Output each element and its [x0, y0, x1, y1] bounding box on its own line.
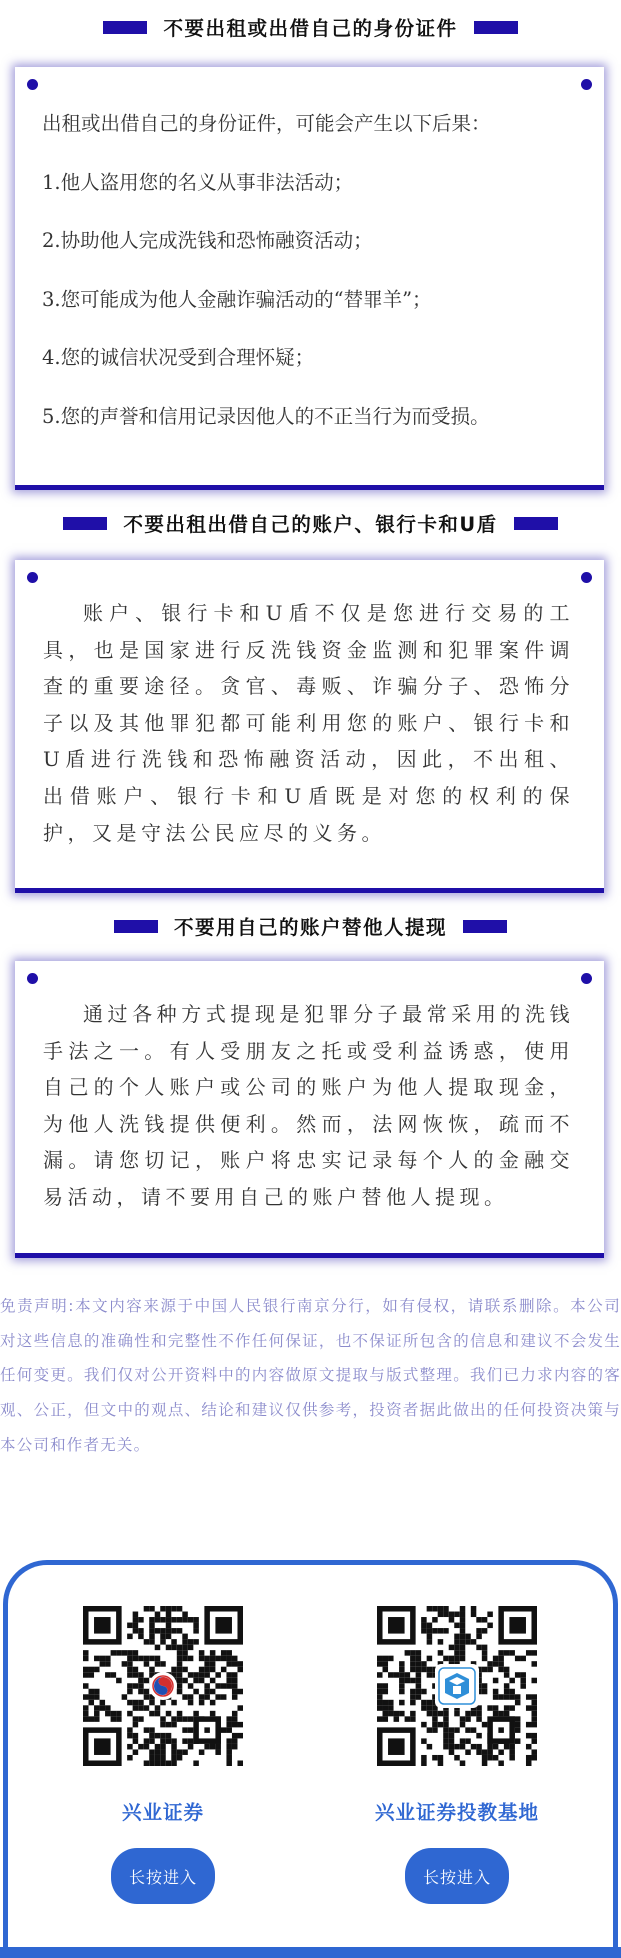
heading-bar-left [63, 517, 107, 530]
heading-bar-right [514, 517, 558, 530]
consequence-item: 1.他人盗用您的名义从事非法活动； [42, 170, 354, 194]
section-2-title: 不要出租出借自己的账户、银行卡和U盾 [123, 513, 498, 536]
section-1-card [15, 67, 604, 490]
xingye-label: 兴业证券 [121, 1801, 204, 1824]
education-base-logo-icon [435, 1664, 479, 1708]
heading-bar-right [474, 21, 518, 34]
heading-bar-left [114, 920, 158, 933]
section-3-card [15, 961, 604, 1258]
section-1-title: 不要出租或出借自己的身份证件 [163, 17, 458, 40]
consequence-item: 3.您可能成为他人金融诈骗活动的“替罪羊”； [42, 287, 432, 311]
section-2-heading [0, 505, 621, 541]
disclaimer-text: 免责声明:本文内容来源于中国人民银行南京分行，如有侵权，请联系删除。本公司对这些信息的准确性和完整性不作任何保证，也不保证所包含的信息和建议不会发生任何变更。我们仅对公开资料中的内容做原文提取与版式整理。我们已力求内容的客观、公正，但文中的观点、结论和建议仅供参考，投资者据此做出的任何投资决策与本公司和作者无关。 [0, 1297, 621, 1454]
section-1-heading [0, 9, 621, 45]
section-2-body: 账户、银行卡和U盾不仅是您进行交易的工具，也是国家进行反洗钱资金监测和犯罪案件调查的重要途径。贪官、毒贩、诈骗分子、恐怖分子以及其他罪犯都可能利用您的账户、银行卡和U盾进行洗钱和恐怖融资活动，因此，不出租、出借账户、银行卡和U盾既是对您的权利的保护，又是守法公民应尽的义务。 [43, 601, 574, 845]
consequence-intro: 出租或出借自己的身份证件，可能会产生以下后果： [42, 112, 491, 135]
section-3-heading [0, 908, 621, 944]
qr-panel-bottom-border [0, 1947, 621, 1958]
consequence-list [42, 109, 584, 460]
heading-bar-right [463, 920, 507, 933]
consequence-item: 5.您的声誉和信用记录因他人的不正当行为而受损。 [42, 404, 490, 428]
consequence-item: 2.协助他人完成洗钱和恐怖融资活动； [42, 229, 373, 252]
xingye-enter-button[interactable]: 长按进入 [111, 1848, 215, 1904]
section-3-title: 不要用自己的账户替他人提现 [173, 916, 447, 939]
xingye-logo-icon [149, 1672, 177, 1700]
education-base-qr-code[interactable] [377, 1606, 537, 1766]
card-dot-right [581, 572, 592, 583]
xingye-qr-code[interactable] [83, 1606, 243, 1766]
heading-bar-left [103, 21, 147, 34]
card-dot-right [581, 973, 592, 984]
card-dot-left [27, 79, 38, 90]
section-3-body: 通过各种方式提现是犯罪分子最常采用的洗钱手法之一。有人受朋友之托或受利益诱惑，使用自己的个人账户或公司的账户为他人提取现金，为他人洗钱提供便利。然而，法网恢恢，疏而不漏。请您切记，账户将忠实记录每个人的金融交易活动，请不要用自己的账户替他人提现。 [43, 1002, 574, 1209]
section-2-card [15, 560, 604, 893]
education-base-label: 兴业证券投教基地 [374, 1801, 539, 1824]
consequence-item: 4.您的诚信状况受到合理怀疑； [42, 346, 315, 369]
card-dot-right [581, 79, 592, 90]
card-dot-left [27, 572, 38, 583]
card-dot-left [27, 973, 38, 984]
education-base-enter-button[interactable]: 长按进入 [405, 1848, 509, 1904]
